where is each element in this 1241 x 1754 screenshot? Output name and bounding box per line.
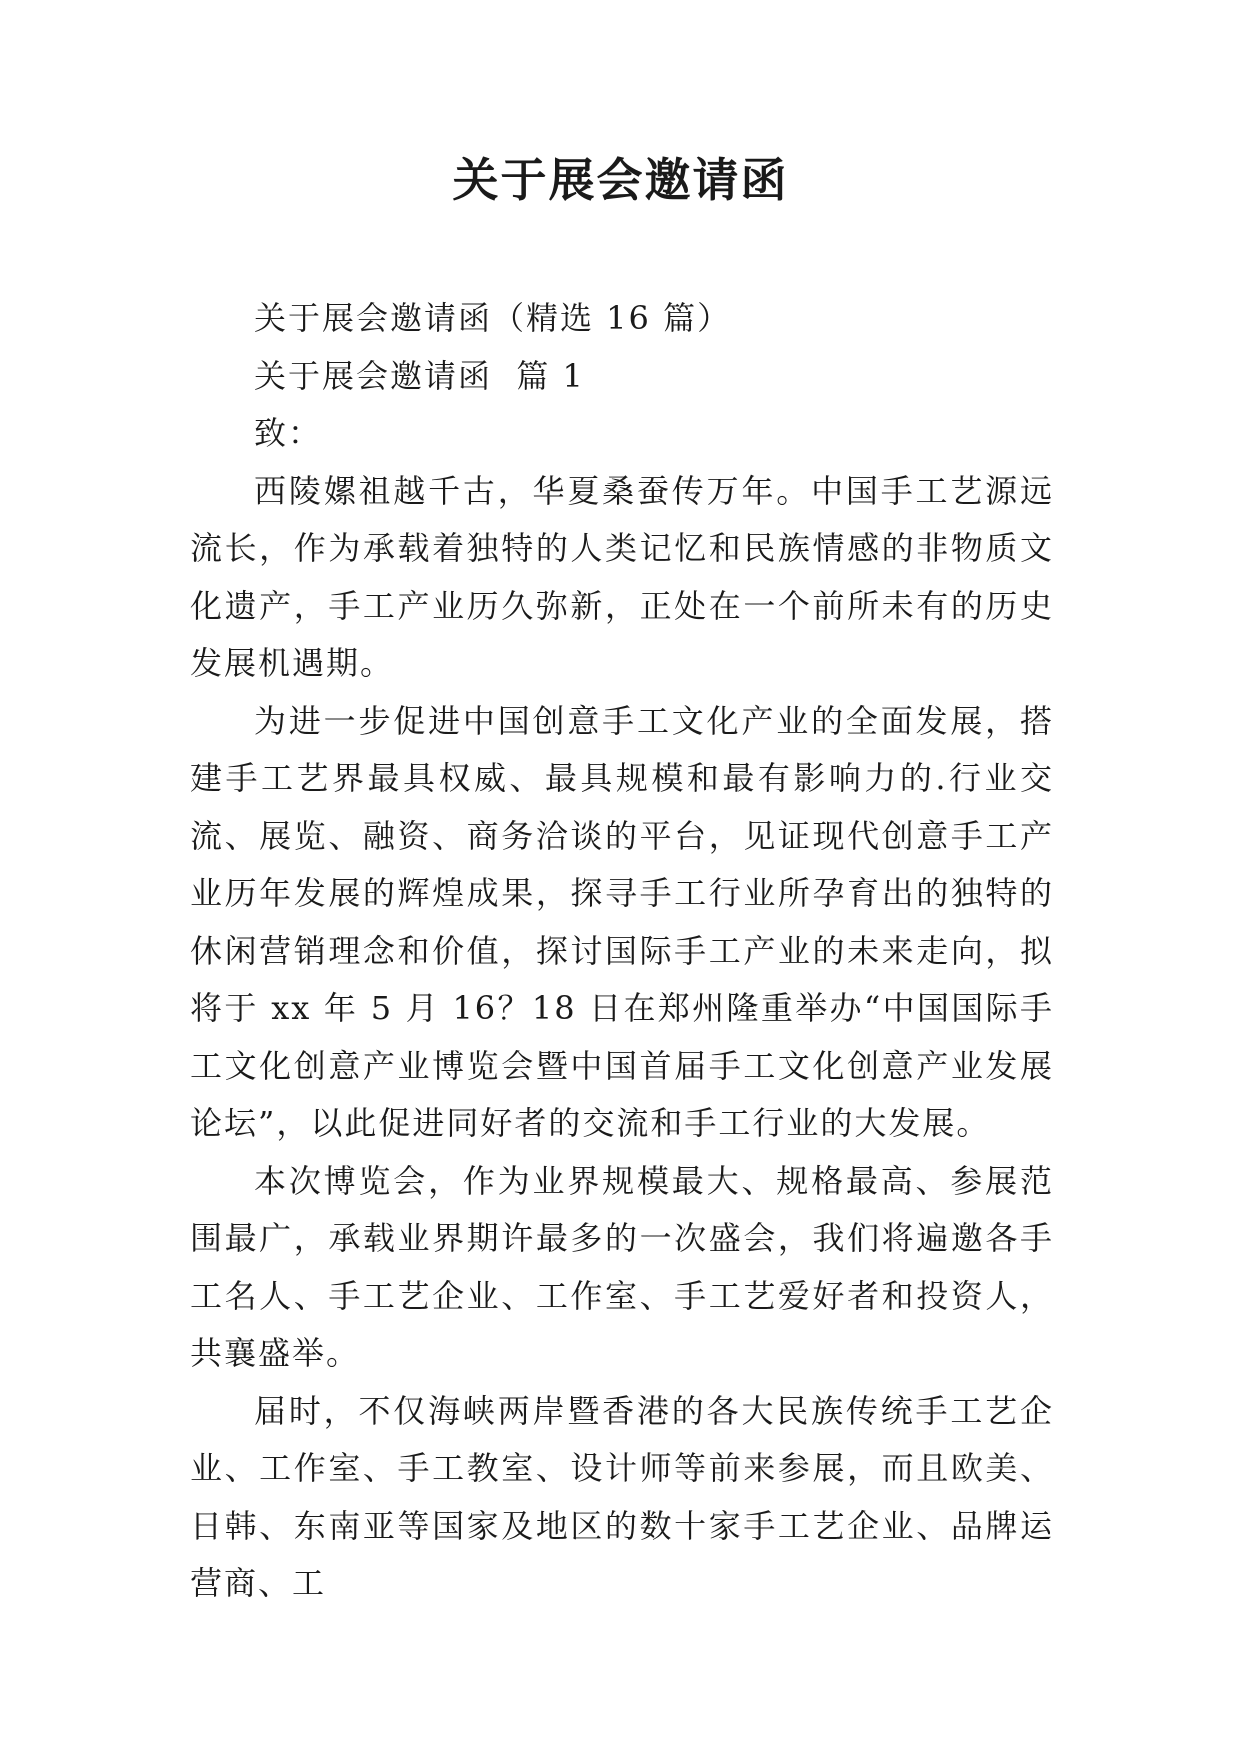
section-heading: 关于展会邀请函 篇 1 [254,356,585,395]
document-subtitle: 关于展会邀请函（精选 16 篇） [254,299,732,337]
document-title: 关于展会邀请函 [452,153,789,207]
paragraph: 届时，不仅海峡两岸暨香港的各大民族传统手工艺企业、工作室、手工教室、设计师等前来参展，而且欧美、日韩、东南亚等国家及地区的数十家手工艺企业、品牌运营商、工 [190,1391,1054,1602]
paragraph: 西陵嫘祖越千古，华夏桑蚕传万年。中国手工艺源远流长，作为承载着独特的人类记忆和民族情感的非物质文化遗产，手工产业历久弥新，正处在一个前所未有的历史发展机遇期。 [190,471,1054,682]
paragraph: 本次博览会，作为业界规模最大、规格最高、参展范围最广，承载业界期许最多的一次盛会，我们将遍邀各手工名人、手工艺企业、工作室、手工艺爱好者和投资人，共襄盛举。 [190,1161,1054,1372]
salutation: 致： [254,414,323,452]
document-body [190,290,1054,1613]
paragraph: 为进一步促进中国创意手工文化产业的全面发展，搭建手工艺界最具权威、最具规模和最有影响力的.行业交流、展览、融资、商务洽谈的平台，见证现代创意手工产业历年发展的辉煌成果，探寻手工行业所孕育出的独特的休闲营销理念和价值，探讨国际手工产业的未来走向，拟将于 xx 年 5 月 16？18 日在郑州隆重举办“中国国际手工文化创意产业博览会暨中国首届手工文化创意产业发展论坛”，以此促进同好者的交流和手工行业的大发展。 [190,701,1054,1142]
